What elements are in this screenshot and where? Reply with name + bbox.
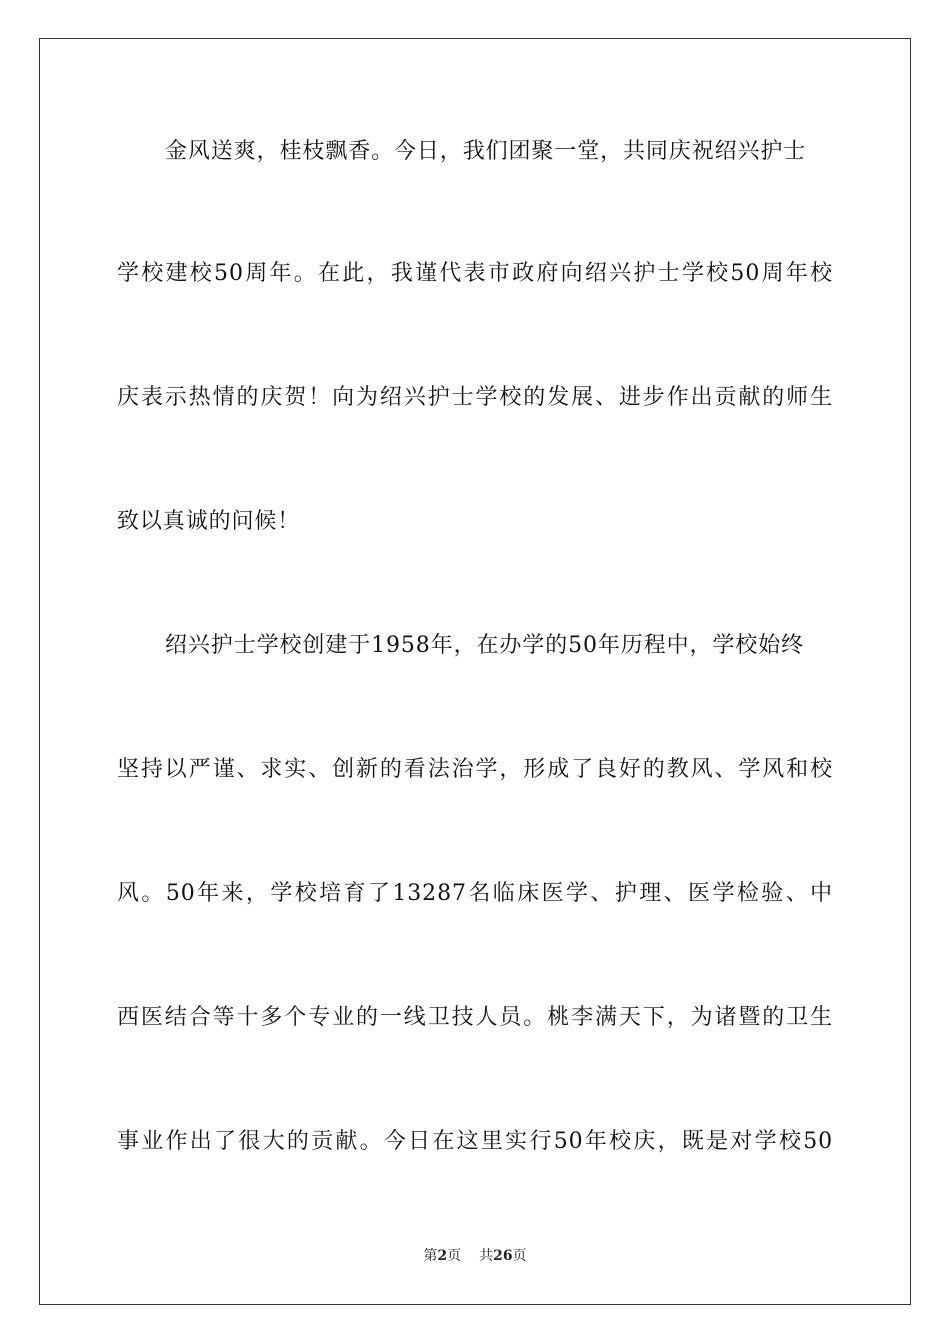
text-line: 致以真诚的问候！ — [117, 509, 301, 534]
text-line: 事业作出了很大的贡献。今日在这里实行50年校庆，既是对学校50 — [117, 1129, 833, 1154]
text-line: 绍兴护士学校创建于1958年，在办学的50年历程中，学校始终 — [165, 633, 804, 658]
text-line: 庆表示热情的庆贺！向为绍兴护士学校的发展、进步作出贡献的师生 — [117, 385, 833, 410]
text-line: 学校建校50周年。在此，我谨代表市政府向绍兴护士学校50周年校 — [117, 261, 833, 286]
total-pages: 26 — [493, 1248, 513, 1264]
text-line: 西医结合等十多个专业的一线卫技人员。桃李满天下，为诸暨的卫生 — [117, 1005, 833, 1030]
page-border — [39, 38, 911, 1305]
page-footer — [0, 1246, 950, 1266]
total-prefix: 共 — [479, 1248, 494, 1264]
text-line: 坚持以严谨、求实、创新的看法治学，形成了良好的教风、学风和校 — [117, 757, 833, 782]
text-line: 金风送爽，桂枝飘香。今日，我们团聚一堂，共同庆祝绍兴护士 — [165, 139, 807, 164]
page-suffix: 页 — [447, 1248, 462, 1264]
page-prefix: 第 — [423, 1248, 438, 1264]
text-line: 风。50年来，学校培育了13287名临床医学、护理、医学检验、中 — [117, 881, 833, 906]
total-suffix: 页 — [512, 1248, 527, 1264]
page-number: 2 — [437, 1248, 448, 1264]
